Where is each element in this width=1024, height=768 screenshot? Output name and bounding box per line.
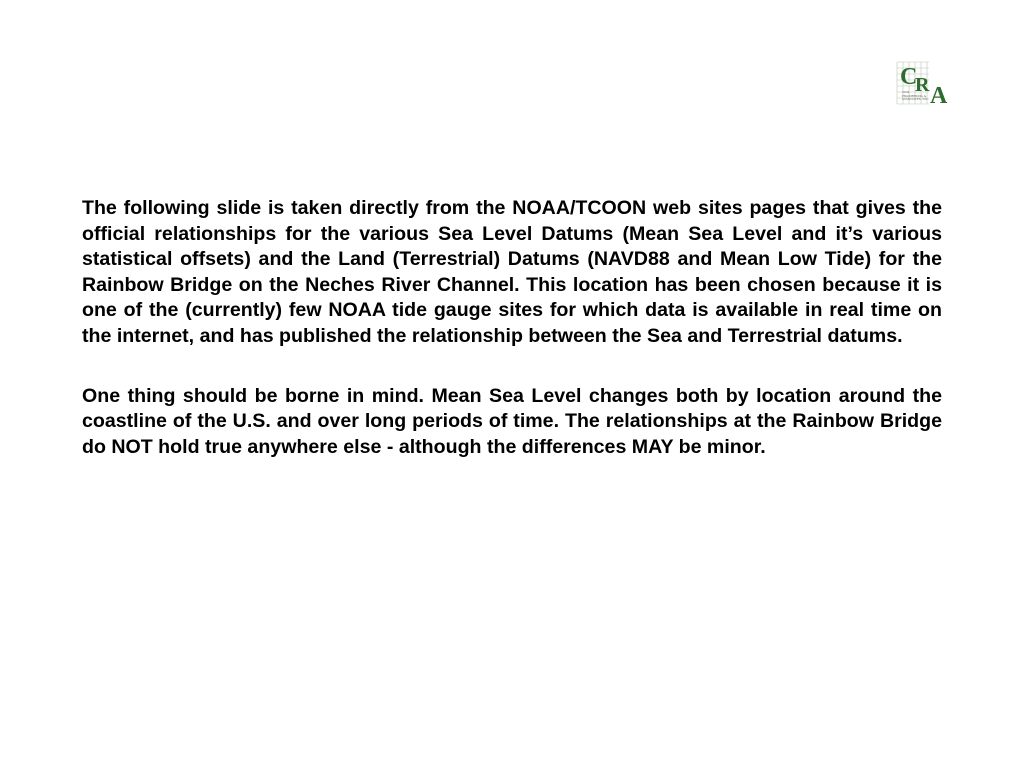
company-logo bbox=[893, 58, 959, 106]
logo-letter-a: A bbox=[930, 83, 948, 106]
slide-body bbox=[82, 196, 942, 460]
paragraph-note: One thing should be borne in mind. Mean Sea Level changes both by location around the coastline of the U.S. and over long periods of time. The relationships at the Rainbow Bridge do NOT hold true anywhere else - although the differences MAY be minor. bbox=[82, 384, 942, 458]
paragraph-intro: The following slide is taken directly from the NOAA/TCOON web sites pages that gives the official relationships for the various Sea Level Datums (Mean Sea Level and it’s various statistical offsets) and the Land (Terrestrial) Datums (NAVD88 and Mean Low Tide) for the Rainbow Bridge on the Neches River Channel. This location has been chosen because it is one of the (currently) few NOAA tide gauge sites for which data is available in real time on the internet, and has published the relationship between the Sea and Terrestrial datums. bbox=[82, 197, 942, 347]
logo-small-line-2: ENGINEERING & bbox=[902, 93, 927, 98]
logo-small-line-1: CIVIL bbox=[902, 90, 910, 94]
logo-small-line-3: ASSOCIATES, INC. bbox=[902, 97, 929, 102]
logo-letter-c: C bbox=[900, 64, 918, 90]
logo-small-text bbox=[902, 91, 932, 102]
logo-letter-r: R bbox=[915, 74, 930, 96]
